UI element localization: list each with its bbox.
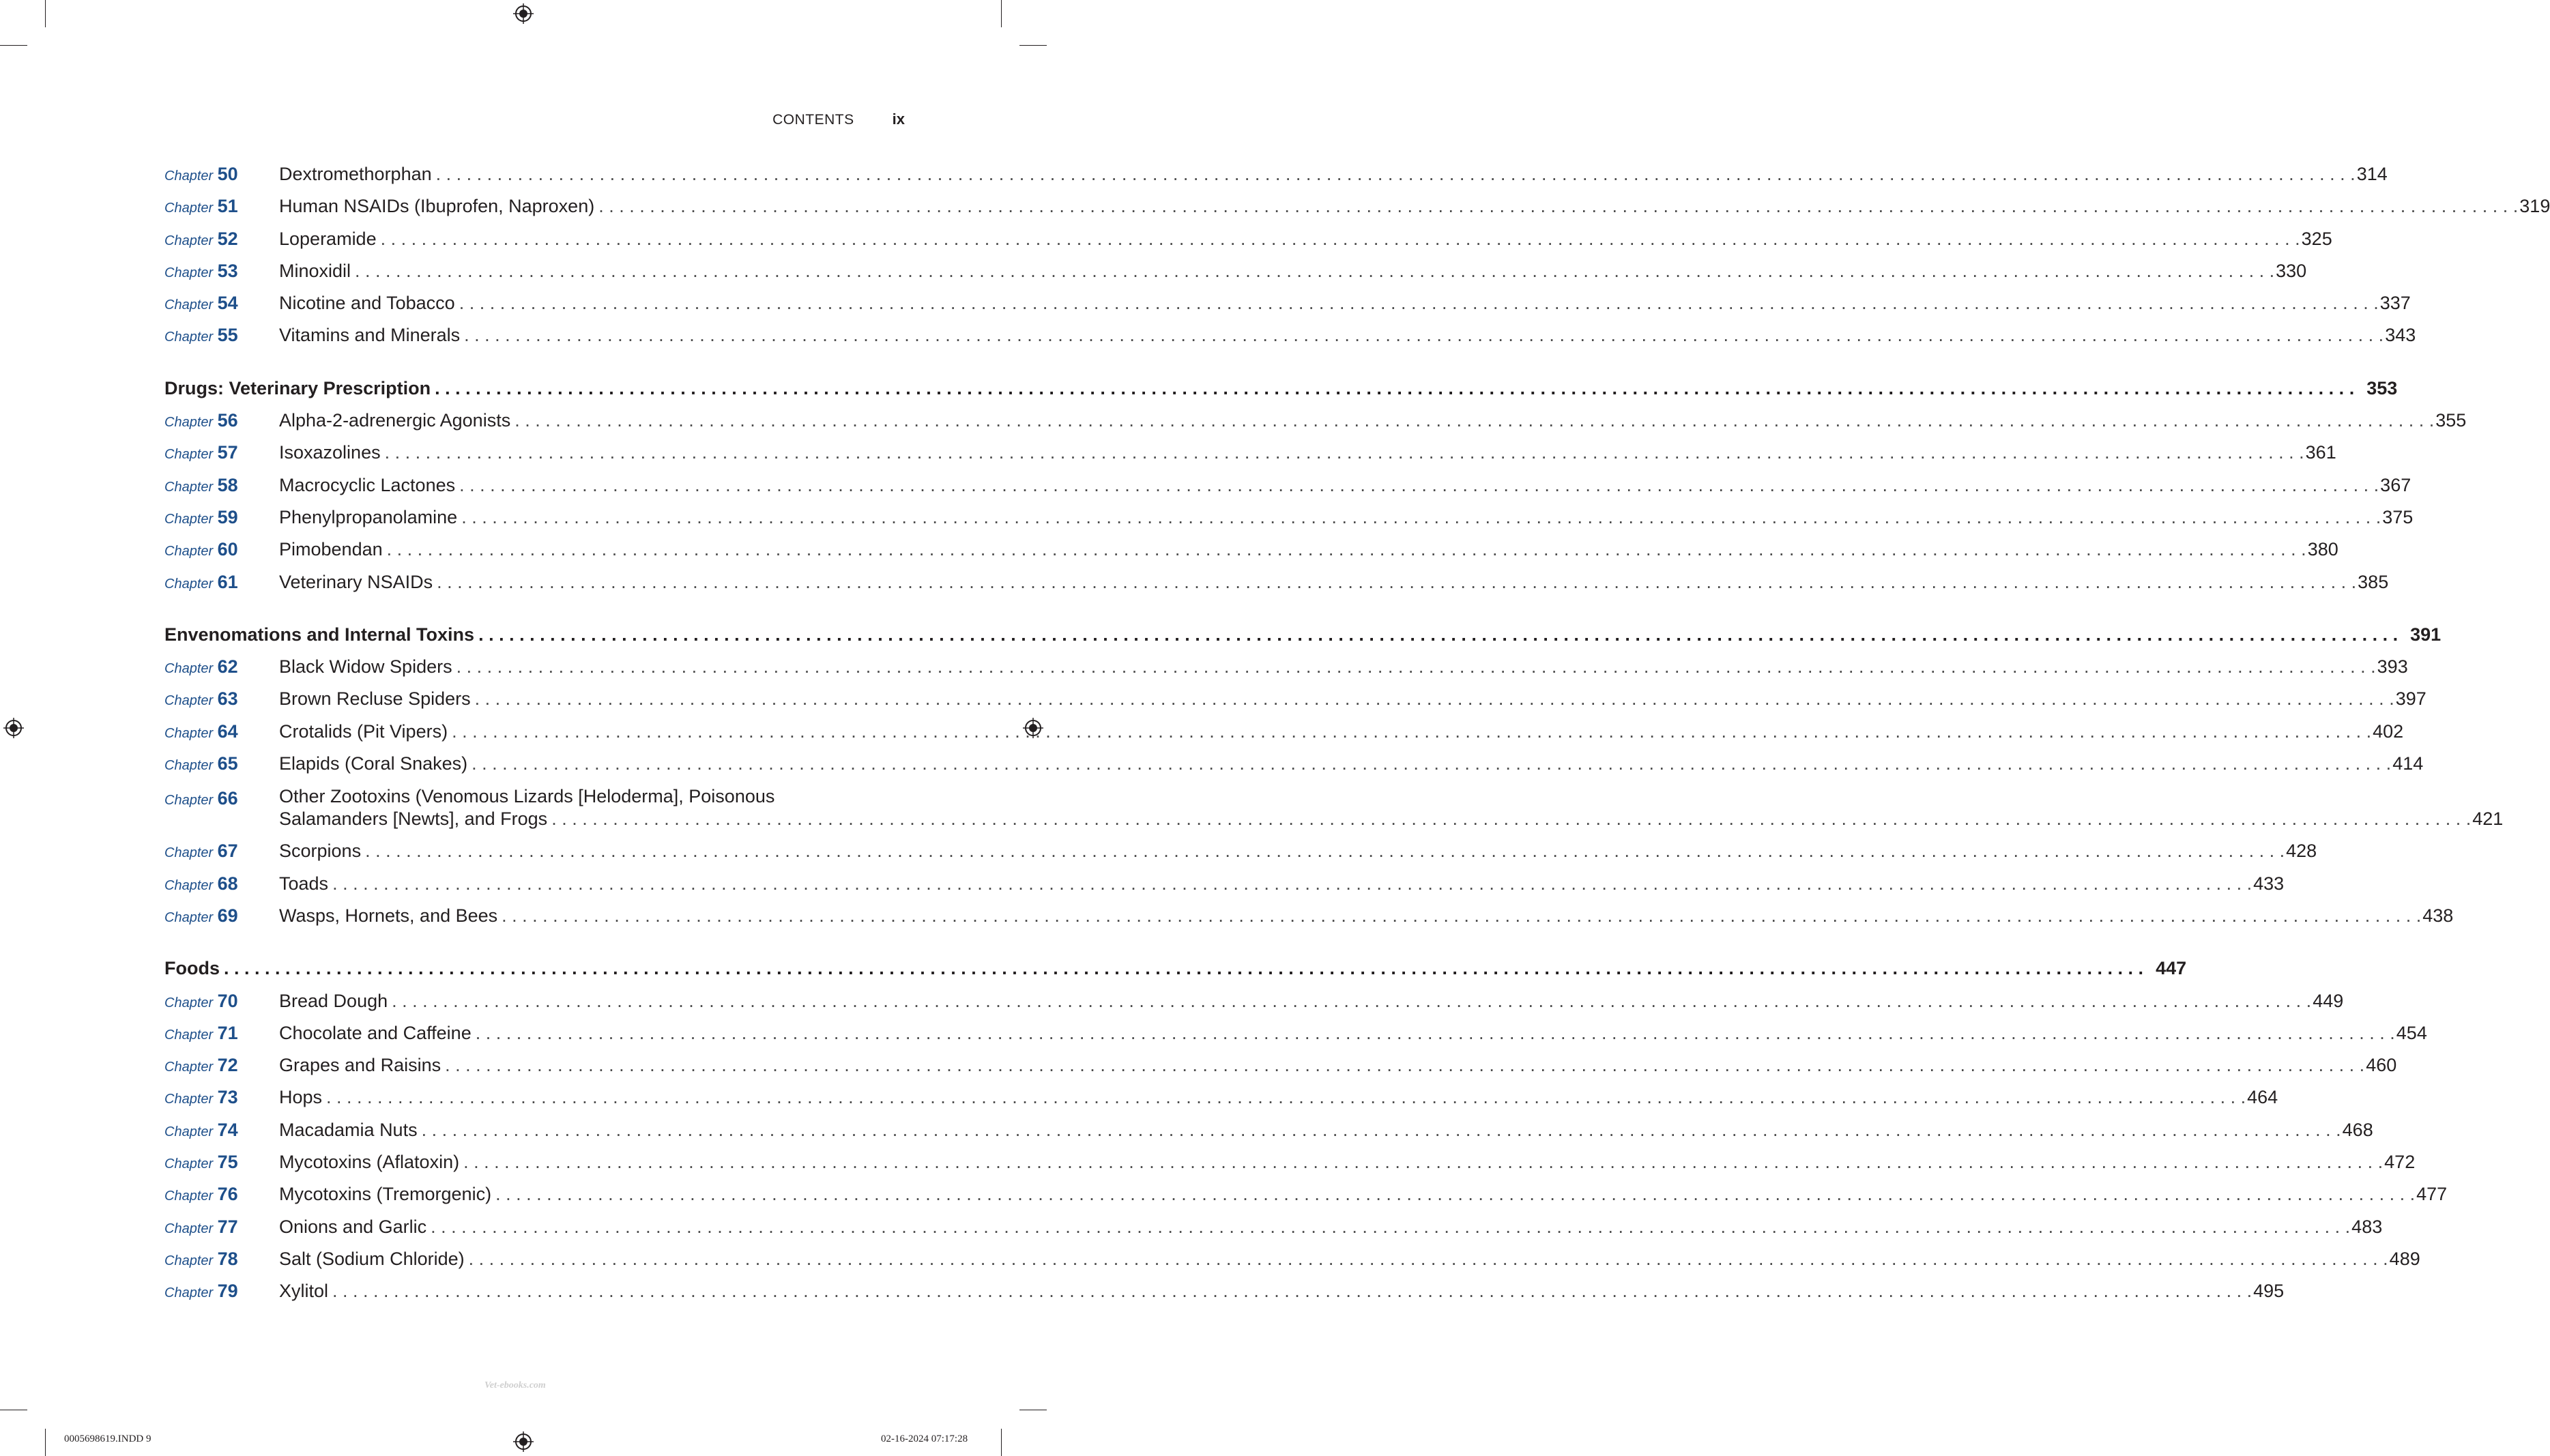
chapter-label (164, 572, 279, 593)
toc-entry[interactable] (164, 442, 2336, 474)
chapter-word: Chapter (164, 725, 214, 741)
chapter-word: Chapter (164, 995, 214, 1010)
entry-title: Human NSAIDs (Ibuprofen, Naproxen) (279, 196, 595, 217)
section-page: 391 (2410, 624, 2442, 645)
chapter-number: 76 (217, 1184, 238, 1205)
chapter-label (164, 475, 279, 496)
entry-title-line2: Salamanders [Newts], and Frogs (279, 809, 548, 830)
chapter-word: Chapter (164, 330, 214, 345)
chapter-word: Chapter (164, 447, 214, 463)
dot-leader (472, 753, 2391, 774)
entry-page: 489 (2389, 1248, 2420, 1269)
chapter-word: Chapter (164, 1092, 214, 1107)
chapter-number: 67 (217, 841, 238, 862)
toc-entry[interactable] (164, 990, 2344, 1023)
chapter-number: 79 (217, 1281, 238, 1302)
toc-entry[interactable] (164, 905, 2454, 937)
entry-title: Wasps, Hornets, and Bees (279, 905, 498, 926)
entry-page: 495 (2253, 1281, 2285, 1302)
chapter-label (164, 1184, 279, 1205)
entry-page: 337 (2379, 293, 2411, 314)
entry-title: Black Widow Spiders (279, 656, 452, 678)
entry-title-line1: Other Zootoxins (Venomous Lizards [Heloderma], Poisonous (279, 786, 775, 807)
chapter-number: 58 (217, 474, 238, 495)
dot-leader (475, 688, 2394, 710)
dot-leader (452, 721, 2371, 742)
watermark-text: Vet-ebooks.com (484, 1380, 546, 1391)
chapter-number: 53 (217, 260, 238, 281)
entry-title: Vitamins and Minerals (279, 325, 461, 346)
toc-entry[interactable] (164, 1022, 2427, 1055)
toc-entry[interactable] (164, 785, 2504, 841)
chapter-word: Chapter (164, 1027, 214, 1043)
dot-leader (355, 261, 2274, 282)
chapter-label (164, 1249, 279, 1270)
entry-title: Elapids (Coral Snakes) (279, 753, 468, 774)
entry-page: 454 (2396, 1022, 2427, 1043)
chapter-label (164, 1055, 279, 1076)
entry-title: Isoxazolines (279, 442, 381, 463)
dot-leader (464, 325, 2384, 346)
toc-entry[interactable] (164, 1248, 2420, 1281)
toc-entry[interactable] (164, 196, 2550, 228)
chapter-word: Chapter (164, 415, 214, 431)
chapter-number: 71 (217, 1022, 238, 1043)
chapter-number: 78 (217, 1248, 238, 1269)
chapter-number: 66 (217, 788, 238, 809)
entry-title: Dextromethorphan (279, 164, 432, 184)
dot-leader (461, 507, 2381, 528)
dot-leader (459, 293, 2379, 314)
chapter-word: Chapter (164, 758, 214, 774)
toc-entry[interactable] (164, 1087, 2278, 1119)
slug-timestamp: 02-16-2024 07:17:28 (881, 1433, 968, 1444)
chapter-number: 65 (217, 753, 238, 774)
running-head-page: ix (892, 111, 905, 128)
toc-entry[interactable] (164, 720, 2404, 753)
entry-page: 414 (2392, 753, 2424, 774)
section-heading[interactable] (164, 377, 2398, 410)
chapter-word: Chapter (164, 511, 214, 527)
chapter-number: 63 (217, 688, 238, 710)
chapter-word: Chapter (164, 479, 214, 495)
entry-title: Toads (279, 873, 329, 894)
dot-leader (469, 1249, 2388, 1270)
chapter-word: Chapter (164, 265, 214, 280)
entry-page: 421 (2472, 809, 2504, 830)
chapter-number: 51 (217, 196, 238, 217)
chapter-label (164, 753, 279, 774)
entry-page: 428 (2286, 841, 2317, 862)
entry-page: 433 (2253, 873, 2285, 894)
dot-leader (478, 624, 2398, 645)
toc-entry[interactable] (164, 164, 2388, 196)
entry-page: 460 (2366, 1055, 2397, 1076)
dot-leader (495, 1184, 2415, 1205)
chapter-number: 61 (217, 571, 238, 592)
entry-page: 343 (2385, 325, 2416, 346)
dot-leader (437, 572, 2356, 593)
crop-mark-top-right (1001, 0, 1002, 27)
chapter-label (164, 656, 279, 678)
entry-title: Macadamia Nuts (279, 1119, 418, 1140)
running-head-label: CONTENTS (772, 112, 854, 128)
entry-page: 375 (2382, 506, 2414, 527)
dot-leader (502, 905, 2421, 927)
chapter-word: Chapter (164, 1156, 214, 1172)
chapter-word: Chapter (164, 1221, 214, 1236)
chapter-number: 68 (217, 873, 238, 894)
entry-title: Mycotoxins (Tremorgenic) (279, 1184, 492, 1205)
chapter-word: Chapter (164, 297, 214, 313)
dot-leader (387, 539, 2306, 560)
chapter-number: 73 (217, 1087, 238, 1108)
dot-leader (385, 442, 2304, 463)
entry-title: Phenylpropanolamine (279, 506, 458, 527)
section-title: Drugs: Veterinary Prescription (164, 377, 431, 398)
crop-mark-top-left-h (0, 45, 27, 46)
dot-leader (392, 991, 2311, 1012)
chapter-number: 70 (217, 990, 238, 1011)
crop-mark-top-right-h (1019, 45, 1047, 46)
chapter-label (164, 905, 279, 927)
entry-title: Scorpions (279, 841, 362, 862)
dot-leader (435, 378, 2354, 399)
table-of-contents (164, 164, 2550, 1313)
chapter-word: Chapter (164, 1285, 214, 1301)
chapter-number: 72 (217, 1055, 238, 1076)
dot-leader (224, 958, 2143, 979)
chapter-word: Chapter (164, 169, 214, 184)
entry-page: 385 (2358, 571, 2389, 592)
chapter-word: Chapter (164, 1060, 214, 1075)
chapter-number: 54 (217, 293, 238, 314)
chapter-word: Chapter (164, 233, 214, 248)
chapter-word: Chapter (164, 544, 214, 559)
entry-page: 393 (2377, 656, 2408, 678)
entry-page: 438 (2422, 905, 2454, 926)
chapter-label (164, 1152, 279, 1173)
entry-page: 380 (2307, 539, 2338, 560)
entry-page: 355 (2435, 410, 2467, 431)
dot-leader (445, 1055, 2364, 1076)
entry-title: Mycotoxins (Aflatoxin) (279, 1152, 460, 1173)
chapter-label (164, 1023, 279, 1044)
toc-entry[interactable] (164, 293, 2411, 325)
chapter-label (164, 721, 279, 742)
chapter-number: 69 (217, 905, 238, 926)
toc-entry[interactable] (164, 1216, 2383, 1249)
chapter-number: 75 (217, 1152, 238, 1173)
chapter-label (164, 164, 279, 185)
chapter-word: Chapter (164, 793, 214, 809)
chapter-word: Chapter (164, 877, 214, 893)
chapter-label (164, 841, 279, 862)
toc-entry[interactable] (164, 1281, 2285, 1313)
chapter-label (164, 539, 279, 560)
chapter-label (164, 196, 279, 217)
section-page: 353 (2366, 377, 2398, 398)
dot-leader (551, 808, 2471, 830)
section-heading[interactable] (164, 958, 2187, 990)
section-page: 447 (2156, 958, 2187, 979)
toc-entry[interactable] (164, 539, 2338, 571)
toc-entry[interactable] (164, 688, 2426, 720)
dot-leader (598, 196, 2518, 217)
entry-title: Xylitol (279, 1281, 329, 1302)
chapter-word: Chapter (164, 693, 214, 709)
toc-entry[interactable] (164, 656, 2408, 688)
entry-title: Salt (Sodium Chloride) (279, 1248, 465, 1269)
chapter-label (164, 1120, 279, 1141)
chapter-label (164, 785, 279, 809)
chapter-label (164, 507, 279, 528)
toc-entry[interactable] (164, 228, 2332, 261)
entry-title: Pimobendan (279, 539, 383, 560)
chapter-number: 64 (217, 720, 238, 742)
entry-page: 367 (2380, 474, 2411, 495)
registration-mark-icon (3, 718, 24, 738)
entry-page: 314 (2356, 164, 2388, 184)
chapter-label (164, 442, 279, 463)
chapter-number: 52 (217, 228, 238, 249)
chapter-label (164, 1217, 279, 1238)
entry-title: Brown Recluse Spiders (279, 688, 471, 710)
dot-leader (459, 475, 2379, 496)
entry-title: Grapes and Raisins (279, 1055, 441, 1076)
toc-entry[interactable] (164, 1184, 2448, 1216)
chapter-word: Chapter (164, 909, 214, 925)
entry-page: 325 (2301, 228, 2332, 249)
chapter-number: 74 (217, 1119, 238, 1140)
section-title: Foods (164, 958, 220, 979)
chapter-number: 50 (217, 164, 238, 184)
entry-title: Nicotine and Tobacco (279, 293, 455, 314)
chapter-word: Chapter (164, 1189, 214, 1204)
entry-title: Chocolate and Caffeine (279, 1022, 472, 1043)
toc-entry[interactable] (164, 325, 2416, 357)
chapter-label (164, 325, 279, 346)
chapter-label (164, 873, 279, 894)
dot-leader (365, 841, 2285, 862)
chapter-label (164, 688, 279, 710)
chapter-label (164, 229, 279, 250)
toc-entry[interactable] (164, 1152, 2416, 1184)
chapter-label (164, 261, 279, 282)
section-heading[interactable] (164, 624, 2442, 656)
chapter-number: 77 (217, 1216, 238, 1237)
chapter-label (164, 1281, 279, 1302)
dot-leader (457, 656, 2376, 678)
entry-title: Macrocyclic Lactones (279, 474, 456, 495)
dot-leader (463, 1152, 2383, 1173)
entry-title: Veterinary NSAIDs (279, 571, 433, 592)
chapter-word: Chapter (164, 1253, 214, 1268)
entry-title: Alpha-2-adrenergic Agonists (279, 410, 511, 431)
toc-entry[interactable] (164, 753, 2424, 785)
chapter-number: 62 (217, 656, 238, 678)
entry-title: Onions and Garlic (279, 1216, 427, 1237)
toc-entry[interactable] (164, 841, 2317, 873)
running-head (682, 111, 905, 128)
toc-entry[interactable] (164, 474, 2411, 507)
dot-leader (332, 1281, 2252, 1302)
entry-page: 397 (2395, 688, 2426, 710)
chapter-word: Chapter (164, 661, 214, 677)
chapter-number: 55 (217, 325, 238, 346)
section-title: Envenomations and Internal Toxins (164, 624, 475, 645)
dot-leader (476, 1023, 2395, 1044)
registration-mark-icon (513, 1431, 534, 1452)
entry-page: 477 (2416, 1184, 2448, 1205)
chapter-word: Chapter (164, 201, 214, 216)
chapter-label (164, 991, 279, 1012)
dot-leader (431, 1217, 2350, 1238)
toc-entry[interactable] (164, 260, 2307, 293)
entry-page: 483 (2351, 1216, 2383, 1237)
dot-leader (422, 1120, 2341, 1141)
crop-mark-top-left (45, 0, 46, 27)
chapter-label (164, 1087, 279, 1108)
entry-page: 361 (2305, 442, 2336, 463)
chapter-number: 56 (217, 410, 238, 431)
entry-title: Hops (279, 1087, 323, 1108)
entry-title: Minoxidil (279, 260, 351, 281)
slug-filename: 0005698619.INDD 9 (64, 1433, 151, 1444)
registration-mark-icon (513, 3, 534, 24)
chapter-label (164, 293, 279, 314)
toc-entry[interactable] (164, 1119, 2373, 1152)
toc-entry[interactable] (164, 571, 2389, 604)
toc-entry[interactable] (164, 410, 2467, 442)
entry-page: 468 (2342, 1119, 2373, 1140)
entry-title: Loperamide (279, 228, 377, 249)
entry-page: 464 (2247, 1087, 2278, 1108)
toc-entry[interactable] (164, 873, 2285, 905)
toc-entry[interactable] (164, 1055, 2397, 1087)
dot-leader (515, 410, 2434, 431)
dot-leader (381, 229, 2300, 250)
entry-page: 449 (2313, 990, 2344, 1011)
dot-leader (436, 164, 2356, 185)
chapter-word: Chapter (164, 576, 214, 592)
entry-page: 319 (2519, 196, 2550, 217)
entry-page: 402 (2373, 720, 2404, 742)
entry-title: Bread Dough (279, 990, 388, 1011)
dot-leader (332, 873, 2252, 894)
dot-leader (326, 1087, 2246, 1108)
toc-entry[interactable] (164, 506, 2414, 539)
entry-title: Crotalids (Pit Vipers) (279, 720, 448, 742)
watermark-logo (482, 1375, 564, 1393)
chapter-number: 57 (217, 442, 238, 463)
entry-page: 330 (2276, 260, 2307, 281)
chapter-word: Chapter (164, 845, 214, 861)
chapter-label (164, 410, 279, 431)
crop-mark-bottom-left (45, 1429, 46, 1456)
crop-mark-bottom-right (1001, 1429, 1002, 1456)
chapter-number: 60 (217, 539, 238, 560)
chapter-number: 59 (217, 506, 238, 527)
chapter-word: Chapter (164, 1124, 214, 1139)
entry-page: 472 (2384, 1152, 2416, 1173)
